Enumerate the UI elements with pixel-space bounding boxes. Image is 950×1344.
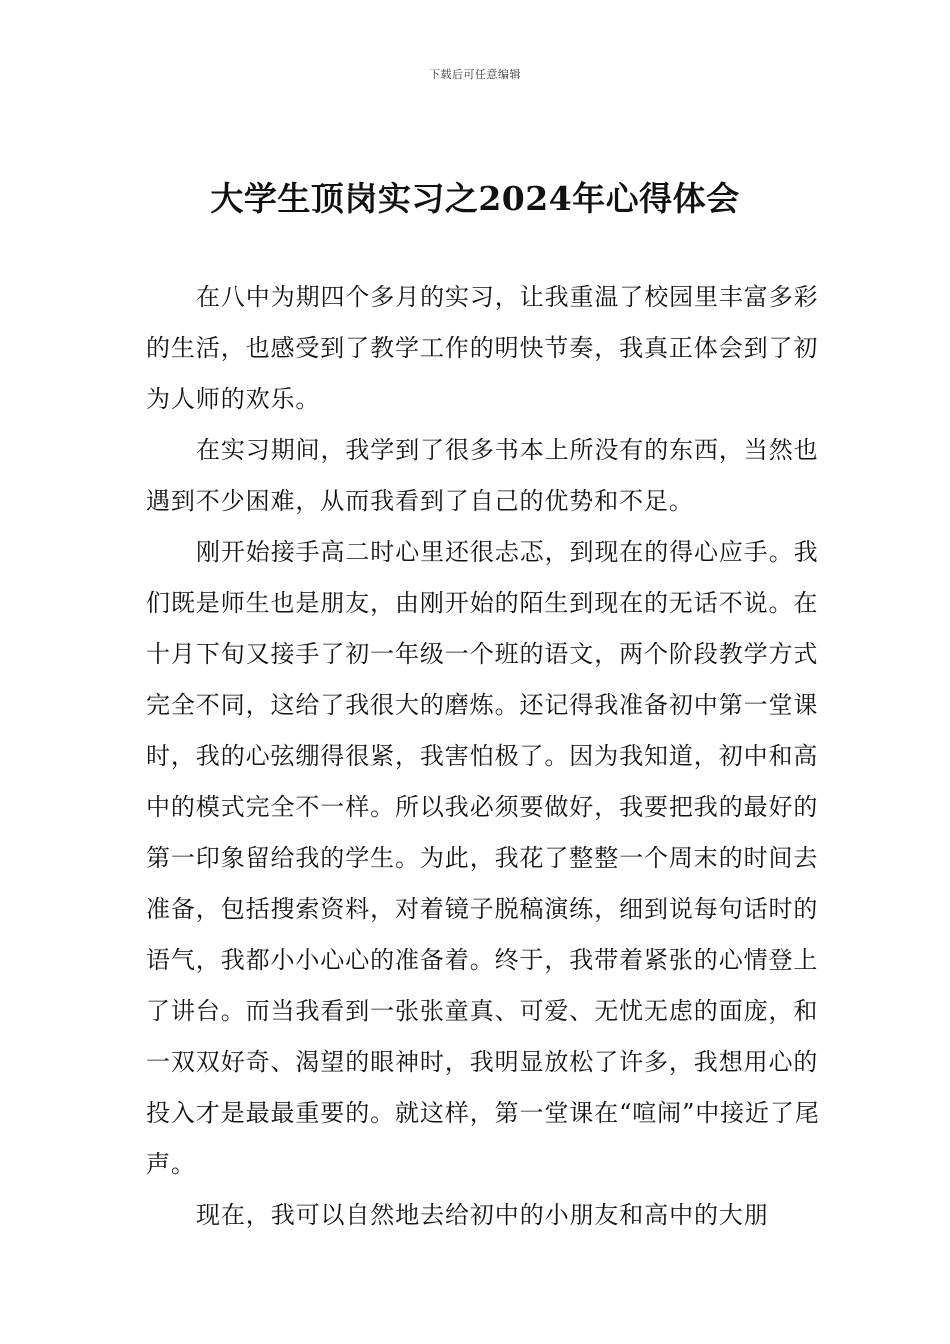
document-title: 大学生顶岗实习之2024年心得体会 (210, 179, 740, 218)
paragraph: 在实习期间，我学到了很多书本上所没有的东西，当然也遇到不少困难，从而我看到了自己的优势和不足。 (146, 436, 819, 515)
paragraph: 现在，我可以自然地去给初中的小朋友和高中的大朋 (196, 1201, 769, 1229)
paragraph: 在八中为期四个多月的实习，让我重温了校园里丰富多彩的生活，也感受到了教学工作的明快节奏，我真正体会到了初为人师的欢乐。 (146, 283, 819, 413)
document-body (146, 272, 836, 1241)
header-note: 下载后可任意编辑 (429, 68, 521, 81)
paragraph: 刚开始接手高二时心里还很忐忑，到现在的得心应手。我们既是师生也是朋友，由刚开始的陌生到现在的无话不说。在十月下旬又接手了初一年级一个班的语文，两个阶段教学方式完全不同，这给了我很大的磨炼。还记得我准备初中第一堂课时，我的心弦绷得很紧，我害怕极了。因为我知道，初中和高中的模式完全不一样。所以我必须要做好，我要把我的最好的第一印象留给我的学生。为此，我花了整整一个周末的时间去准备，包括搜索资料，对着镜子脱稿演练，细到说每句话时的语气，我都小小心心的准备着。终于，我带着紧张的心情登上了讲台。而当我看到一张张童真、可爱、无忧无虑的面庞，和一双双好奇、渴望的眼神时，我明显放松了许多，我想用心的投入才是最最重要的。就这样，第一堂课在“喧闹”中接近了尾声。 (146, 538, 820, 1178)
